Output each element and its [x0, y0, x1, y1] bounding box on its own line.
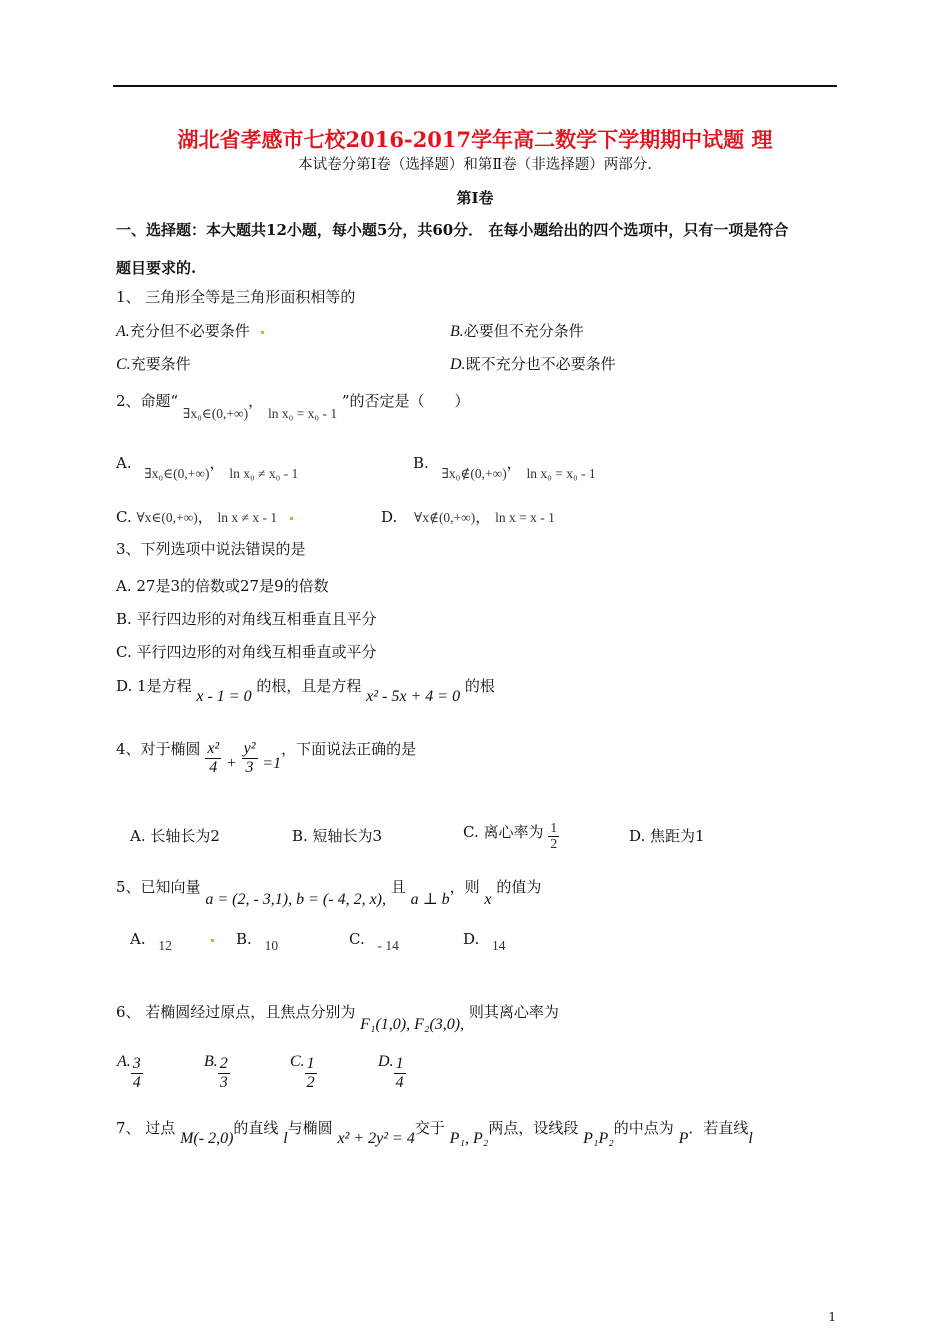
numerator: y²: [243, 740, 256, 757]
stem-text: 5、已知向量: [116, 878, 201, 896]
math: ∀x∉(0,+∞): [414, 510, 476, 525]
question-6-option-c: [290, 1052, 317, 1091]
fraction: [394, 1055, 406, 1091]
question-6-option-a: [117, 1052, 143, 1091]
page-title: 湖北省孝感市七校2016-2017学年高二数学下学期期中试题 理: [177, 127, 773, 152]
top-rule: [113, 85, 837, 87]
math-plus: +: [226, 755, 237, 772]
option-value: 12: [158, 938, 172, 953]
question-2-option-d: [381, 506, 555, 527]
comma: ，: [475, 508, 491, 526]
math-equation: x - 1 = 0: [196, 688, 252, 705]
math-variable: x: [484, 891, 492, 908]
scan-mark: [211, 939, 214, 942]
denominator: 2: [550, 837, 558, 853]
stem-text: 的直线: [233, 1119, 279, 1137]
numerator: 1: [306, 1055, 315, 1072]
option-letter: D.: [381, 508, 398, 526]
question-1-option-c: [116, 353, 191, 374]
question-3-option-c: C. 平行四边形的对角线互相垂直或平分: [116, 643, 377, 661]
math: ∃x₀∉(0,+∞): [441, 466, 507, 481]
math-vectors: a = (2, - 3,1), b = (- 4, 2, x),: [205, 891, 386, 908]
option-text: C. 离心率为: [463, 823, 544, 841]
stem-text: 7、 过点: [116, 1119, 176, 1137]
option-letter: A.: [116, 454, 132, 472]
option-letter: C.: [116, 356, 131, 373]
question-1-option-a: [116, 320, 264, 341]
question-2-stem: [116, 390, 470, 421]
math: ln x = x - 1: [495, 510, 555, 525]
stem-text: 6、 若椭圆经过原点，且焦点分别为: [116, 1003, 356, 1021]
question-1-option-b: [450, 320, 584, 341]
option-text: 充要条件: [130, 355, 191, 373]
question-1-option-d: [450, 353, 616, 374]
option-text: D. 1是方程: [116, 677, 192, 695]
question-2-option-a: [116, 452, 299, 481]
stem-text: ，则: [449, 878, 480, 896]
fraction: [131, 1055, 143, 1091]
question-5-option-d: [463, 930, 506, 953]
stem-text: 2、命题“: [116, 392, 179, 410]
math-line: l: [283, 1130, 288, 1147]
stem-text: ，下面说法正确的是: [281, 740, 417, 758]
question-2-option-b: [413, 452, 596, 481]
question-4-stem: [116, 740, 416, 776]
question-6-option-d: [378, 1052, 406, 1091]
denominator: 4: [209, 758, 218, 776]
question-5-option-a: [130, 930, 214, 953]
option-text: 的根: [464, 677, 495, 695]
math-equation: x² - 5x + 4 = 0: [366, 688, 461, 705]
option-letter: D.: [450, 356, 466, 373]
section-instructions-line2: 题目要求的.: [116, 259, 197, 277]
numerator: 2: [219, 1055, 228, 1072]
stem-text: ”的否定是（ ）: [341, 392, 470, 410]
question-5-option-b: [236, 930, 279, 953]
page-number: 1: [828, 1310, 836, 1324]
option-letter: C.: [116, 508, 132, 526]
stem-text: 的值为: [496, 878, 542, 896]
math: ∃x₀∈(0,+∞): [144, 466, 210, 481]
option-value: - 14: [377, 938, 399, 953]
scan-mark: [290, 517, 293, 520]
question-3-option-d: [116, 675, 495, 705]
denominator: 3: [245, 758, 254, 776]
comma: ，: [248, 392, 264, 410]
option-letter: D.: [378, 1052, 394, 1070]
option-letter: A.: [130, 930, 146, 948]
denominator: 3: [219, 1073, 228, 1091]
option-value: 10: [264, 938, 279, 953]
paper-subtitle: 本试卷分第Ⅰ卷（选择题）和第Ⅱ卷（非选择题）两部分.: [298, 157, 652, 173]
stem-text: 则其离心率为: [468, 1003, 559, 1021]
math-equals: =1: [262, 755, 282, 772]
option-value: 14: [492, 938, 506, 953]
question-6-stem: [116, 1001, 559, 1033]
math-point: M(- 2,0): [180, 1130, 234, 1147]
stem-text: 且: [390, 878, 406, 896]
question-3-option-a: A. 27是3的倍数或27是9的倍数: [116, 577, 329, 595]
question-5-option-c: [349, 930, 399, 953]
comma: ，: [197, 508, 213, 526]
fraction-x2-over-4: [205, 740, 221, 776]
option-letter: B.: [204, 1052, 218, 1070]
question-4-option-b: B. 短轴长为3: [292, 827, 383, 845]
math-line: l: [748, 1130, 753, 1147]
option-letter: A.: [117, 1052, 131, 1070]
denominator: 4: [395, 1073, 404, 1091]
math-exists: ∃x₀∈(0,+∞): [183, 406, 249, 421]
stem-text: ．若直线: [688, 1119, 749, 1137]
stem-text: 4、对于椭圆: [116, 740, 201, 758]
numerator: 3: [132, 1055, 141, 1072]
option-letter: D.: [463, 930, 480, 948]
math-ellipse: x² + 2y² = 4: [337, 1130, 415, 1147]
option-letter: B.: [450, 323, 464, 340]
math: ln x₀ = x₀ - 1: [526, 466, 596, 481]
math: ln x ≠ x - 1: [217, 510, 278, 525]
question-3-stem: 3、下列选项中说法错误的是: [116, 540, 306, 558]
question-3-option-b: B. 平行四边形的对角线互相垂直且平分: [116, 610, 377, 628]
question-4-option-d: D. 焦距为1: [629, 827, 705, 845]
stem-text: 两点，设线段: [488, 1119, 579, 1137]
part-heading: 第Ⅰ卷: [456, 189, 494, 207]
numerator: 1: [395, 1055, 404, 1072]
option-text: 既不充分也不必要条件: [465, 355, 616, 373]
option-letter: B.: [236, 930, 252, 948]
scan-mark: [261, 331, 264, 334]
math-points: P₁, P₂: [449, 1130, 489, 1147]
numerator: 1: [550, 821, 558, 836]
numerator: x²: [207, 740, 220, 757]
fraction: [305, 1055, 317, 1091]
question-2-option-c: [116, 506, 293, 527]
denominator: 2: [306, 1073, 315, 1091]
comma: ，: [209, 454, 225, 472]
math-midpoint: P: [678, 1130, 689, 1147]
math-perpendicular: a ⊥ b: [410, 891, 450, 908]
question-5-stem: [116, 876, 542, 908]
question-4-option-c: [463, 821, 559, 853]
fraction-one-half: [548, 821, 559, 853]
question-1-stem: 1、 三角形全等是三角形面积相等的: [116, 288, 356, 306]
denominator: 4: [132, 1073, 141, 1091]
section-instructions-line1: 一、选择题：本大题共12小题，每小题5分，共60分． 在每小题给出的四个选项中，只有一项是符合: [116, 221, 789, 239]
math-foci: F₁(1,0), F₂(3,0),: [360, 1016, 465, 1033]
math: ln x₀ ≠ x₀ - 1: [229, 466, 299, 481]
math-segment: P₁P₂: [583, 1130, 614, 1147]
fraction-y2-over-3: [242, 740, 258, 776]
question-4-option-a: A. 长轴长为2: [130, 827, 220, 845]
option-letter: A.: [116, 323, 130, 340]
stem-text: 的中点为: [613, 1119, 674, 1137]
question-6-option-b: [204, 1052, 230, 1091]
option-text: 的根，且是方程: [256, 677, 362, 695]
math: ∀x∈(0,+∞): [136, 510, 198, 525]
option-text: 必要但不充分条件: [463, 322, 584, 340]
math-log-eq: ln x₀ = x₀ - 1: [267, 406, 338, 421]
option-letter: C.: [349, 930, 365, 948]
option-letter: C.: [290, 1052, 305, 1070]
option-text: 充分但不必要条件: [129, 322, 250, 340]
stem-text: 交于: [414, 1119, 445, 1137]
comma: ，: [506, 454, 522, 472]
stem-text: 与椭圆: [287, 1119, 333, 1137]
option-letter: B.: [413, 454, 429, 472]
question-7-stem: [116, 1117, 753, 1147]
fraction: [218, 1055, 230, 1091]
